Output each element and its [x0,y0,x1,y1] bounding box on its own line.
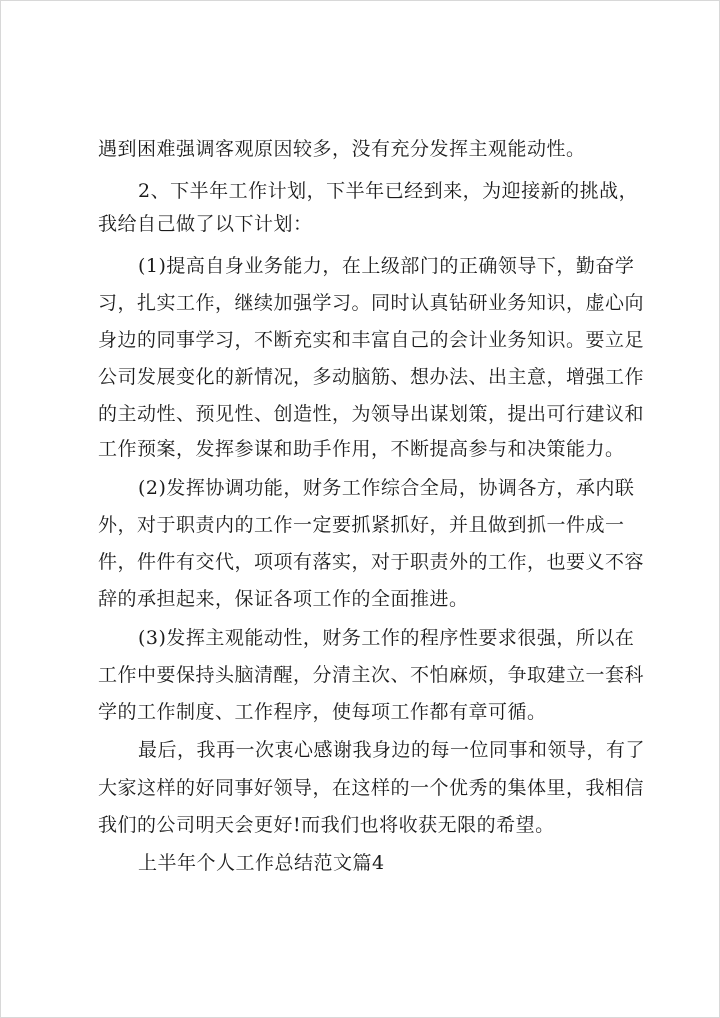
text-line: 最后，我再一次衷心感谢我身边的每一位同事和领导，有了 [138,739,646,761]
text-line: 2、下半年工作计划，下半年已经到来，为迎接新的挑战， [138,180,639,202]
text-line: 习，扎实工作，继续加强学习。同时认真钻研业务知识，虚心向 [98,292,645,314]
text-line: 的主动性、预见性、创造性，为领导出谋划策，提出可行建议和 [98,403,645,425]
text-line: 学的工作制度、工作程序，使每项工作都有章可循。 [98,701,547,723]
text-line: 件，件件有交代，项项有落实，对于职责外的工作，也要义不容 [98,551,645,573]
text-line: 工作预案，发挥参谋和助手作用，不断提高参与和决策能力。 [98,438,625,460]
text-line: 工作中要保持头脑清醒，分清主次、不怕麻烦，争取建立一套科 [98,664,645,686]
text-line: 我们的公司明天会更好!而我们也将收获无限的希望。 [98,814,555,836]
text-line: 身边的同事学习，不断充实和丰富自己的会计业务知识。要立足 [98,329,645,351]
text-line: (1)提高自身业务能力，在上级部门的正确领导下，勤奋学 [138,255,635,277]
text-line: 遇到困难强调客观原因较多，没有充分发挥主观能动性。 [98,138,586,160]
text-line: 辞的承担起来，保证各项工作的全面推进。 [98,588,469,610]
text-line: 外，对于职责内的工作一定要抓紧抓好，并且做到抓一件成一 [98,514,625,536]
text-line: 公司发展变化的新情况，多动脑筋、想办法、出主意，增强工作 [98,366,645,388]
section-heading: 上半年个人工作总结范文篇4 [138,852,385,874]
text-line: (3)发挥主观能动性，财务工作的程序性要求很强，所以在 [138,627,635,649]
text-line: 大家这样的好同事好领导，在这样的一个优秀的集体里，我相信 [98,777,645,799]
text-line: 我给自己做了以下计划： [98,213,313,235]
text-line: (2)发挥协调功能，财务工作综合全局，协调各方，承内联 [138,477,635,499]
